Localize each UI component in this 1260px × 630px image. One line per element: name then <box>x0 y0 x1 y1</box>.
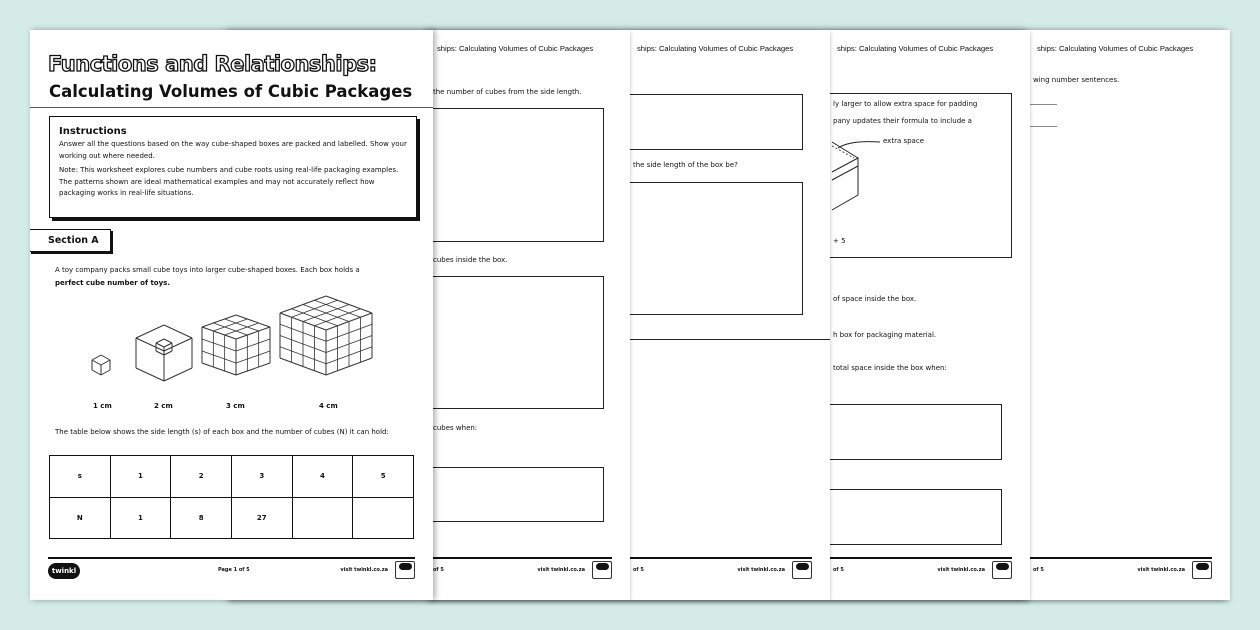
cube-edge <box>236 339 270 351</box>
cube-label-2: 2 cm <box>154 402 173 410</box>
cube-edge <box>164 343 172 347</box>
side-length-cubes-table <box>49 455 414 539</box>
cube-edge <box>164 351 172 355</box>
table-cell: 27 <box>231 497 292 539</box>
cube-edge <box>156 343 164 347</box>
cube-edge <box>164 339 172 343</box>
quality-badge-icon <box>792 561 812 579</box>
footer-website: visit twinkl.co.za <box>1137 567 1185 573</box>
worksheet-title: Functions and Relationships: <box>48 52 377 76</box>
page-header: ships: Calculating Volumes of Cubic Packages <box>637 44 794 53</box>
table-row-n <box>50 497 414 539</box>
quality-badge-icon <box>992 561 1012 579</box>
table-cell: 3 <box>231 456 292 498</box>
intro-text-bold: perfect cube number of toys. <box>55 278 171 287</box>
page-number: of 5 <box>433 567 444 573</box>
table-intro-text: The table below shows the side length (s) of each box and the number of cubes (N) it can hold: <box>55 428 389 436</box>
quality-badge-icon <box>592 561 612 579</box>
cube-edge <box>136 325 164 338</box>
cube-edge <box>164 368 192 381</box>
table-cell: 1 <box>110 456 171 498</box>
cube-label-1: 1 cm <box>93 402 112 410</box>
info-text: ly larger to allow extra space for padding <box>833 100 978 108</box>
cube-label-4: 4 cm <box>319 402 338 410</box>
answer-cell[interactable] <box>292 497 353 539</box>
question-text: the side length of the box be? <box>633 161 738 169</box>
question-text: cubes when: <box>433 424 478 432</box>
question-text: total space inside the box when: <box>833 364 947 372</box>
cube-edge <box>236 363 270 375</box>
question-text: h box for packaging material. <box>833 331 937 339</box>
footer-website: visit twinkl.co.za <box>340 567 388 573</box>
cube-edge <box>92 360 101 365</box>
answer-cell[interactable] <box>353 497 414 539</box>
page-header: ships: Calculating Volumes of Cubic Packages <box>1037 44 1194 53</box>
cube-edge <box>164 325 192 338</box>
table-cell: 8 <box>171 497 232 539</box>
worksheet-page-1[interactable] <box>30 30 433 600</box>
cube-edge <box>101 355 110 360</box>
cube-edge <box>101 360 110 365</box>
cube-edge <box>202 363 236 375</box>
footer-divider <box>48 557 415 559</box>
quality-badge-icon <box>1192 561 1212 579</box>
table-cell: 5 <box>353 456 414 498</box>
footer-website: visit twinkl.co.za <box>537 567 585 573</box>
twinkl-logo: twinkl <box>48 563 80 579</box>
cube-edge <box>101 370 110 375</box>
cube-edge <box>202 351 236 363</box>
instructions-heading: Instructions <box>59 126 127 137</box>
cube-label-3: 3 cm <box>226 402 245 410</box>
intro-text-main: A toy company packs small cube toys into larger cube-shaped boxes. Each box holds a <box>55 266 360 274</box>
formula-text: + 5 <box>833 237 846 245</box>
table-cell: 2 <box>171 456 232 498</box>
question-text: wing number sentences. <box>1033 76 1120 84</box>
quality-badge-icon <box>395 561 415 579</box>
cube-edge <box>92 370 101 375</box>
info-text: pany updates their formula to include a <box>833 117 972 125</box>
table-row-s <box>50 456 414 498</box>
cube-edge <box>156 339 164 343</box>
cube-edge <box>92 355 101 360</box>
table-cell: 4 <box>292 456 353 498</box>
answer-line <box>1030 126 1057 127</box>
question-text: the number of cubes from the side length. <box>433 88 582 96</box>
table-cell: 1 <box>110 497 171 539</box>
cube-edge <box>236 351 270 363</box>
extra-space-label: extra space <box>883 137 924 145</box>
cube-edge <box>136 368 164 381</box>
footer-website: visit twinkl.co.za <box>937 567 985 573</box>
answer-line <box>1030 104 1057 105</box>
question-text: of space inside the box. <box>833 295 917 303</box>
page-header: ships: Calculating Volumes of Cubic Packages <box>437 44 594 53</box>
footer-website: visit twinkl.co.za <box>737 567 785 573</box>
section-a-label: Section A <box>30 229 111 252</box>
question-text: cubes inside the box. <box>433 256 508 264</box>
table-cell: s <box>50 456 111 498</box>
instructions-text: Answer all the questions based on the way cube-shaped boxes are packed and labelled. Show your working out where needed. <box>59 140 407 160</box>
cube-boxes-illustration <box>30 30 433 400</box>
cube-edge <box>202 339 236 351</box>
page-number: of 5 <box>633 567 644 573</box>
table-cell: N <box>50 497 111 539</box>
page-number: of 5 <box>833 567 844 573</box>
page-header: ships: Calculating Volumes of Cubic Packages <box>837 44 994 53</box>
page-number: of 5 <box>1033 567 1044 573</box>
worksheet-subtitle: Calculating Volumes of Cubic Packages <box>49 82 413 101</box>
cube-edge <box>156 351 164 355</box>
page-number: Page 1 of 5 <box>218 567 250 573</box>
note-text: Note: This worksheet explores cube numbers and cube roots using real-life packaging examples. The patterns shown are ideal mathematical examples and may not accurately reflect how packaging works in real-life situations. <box>59 166 399 197</box>
